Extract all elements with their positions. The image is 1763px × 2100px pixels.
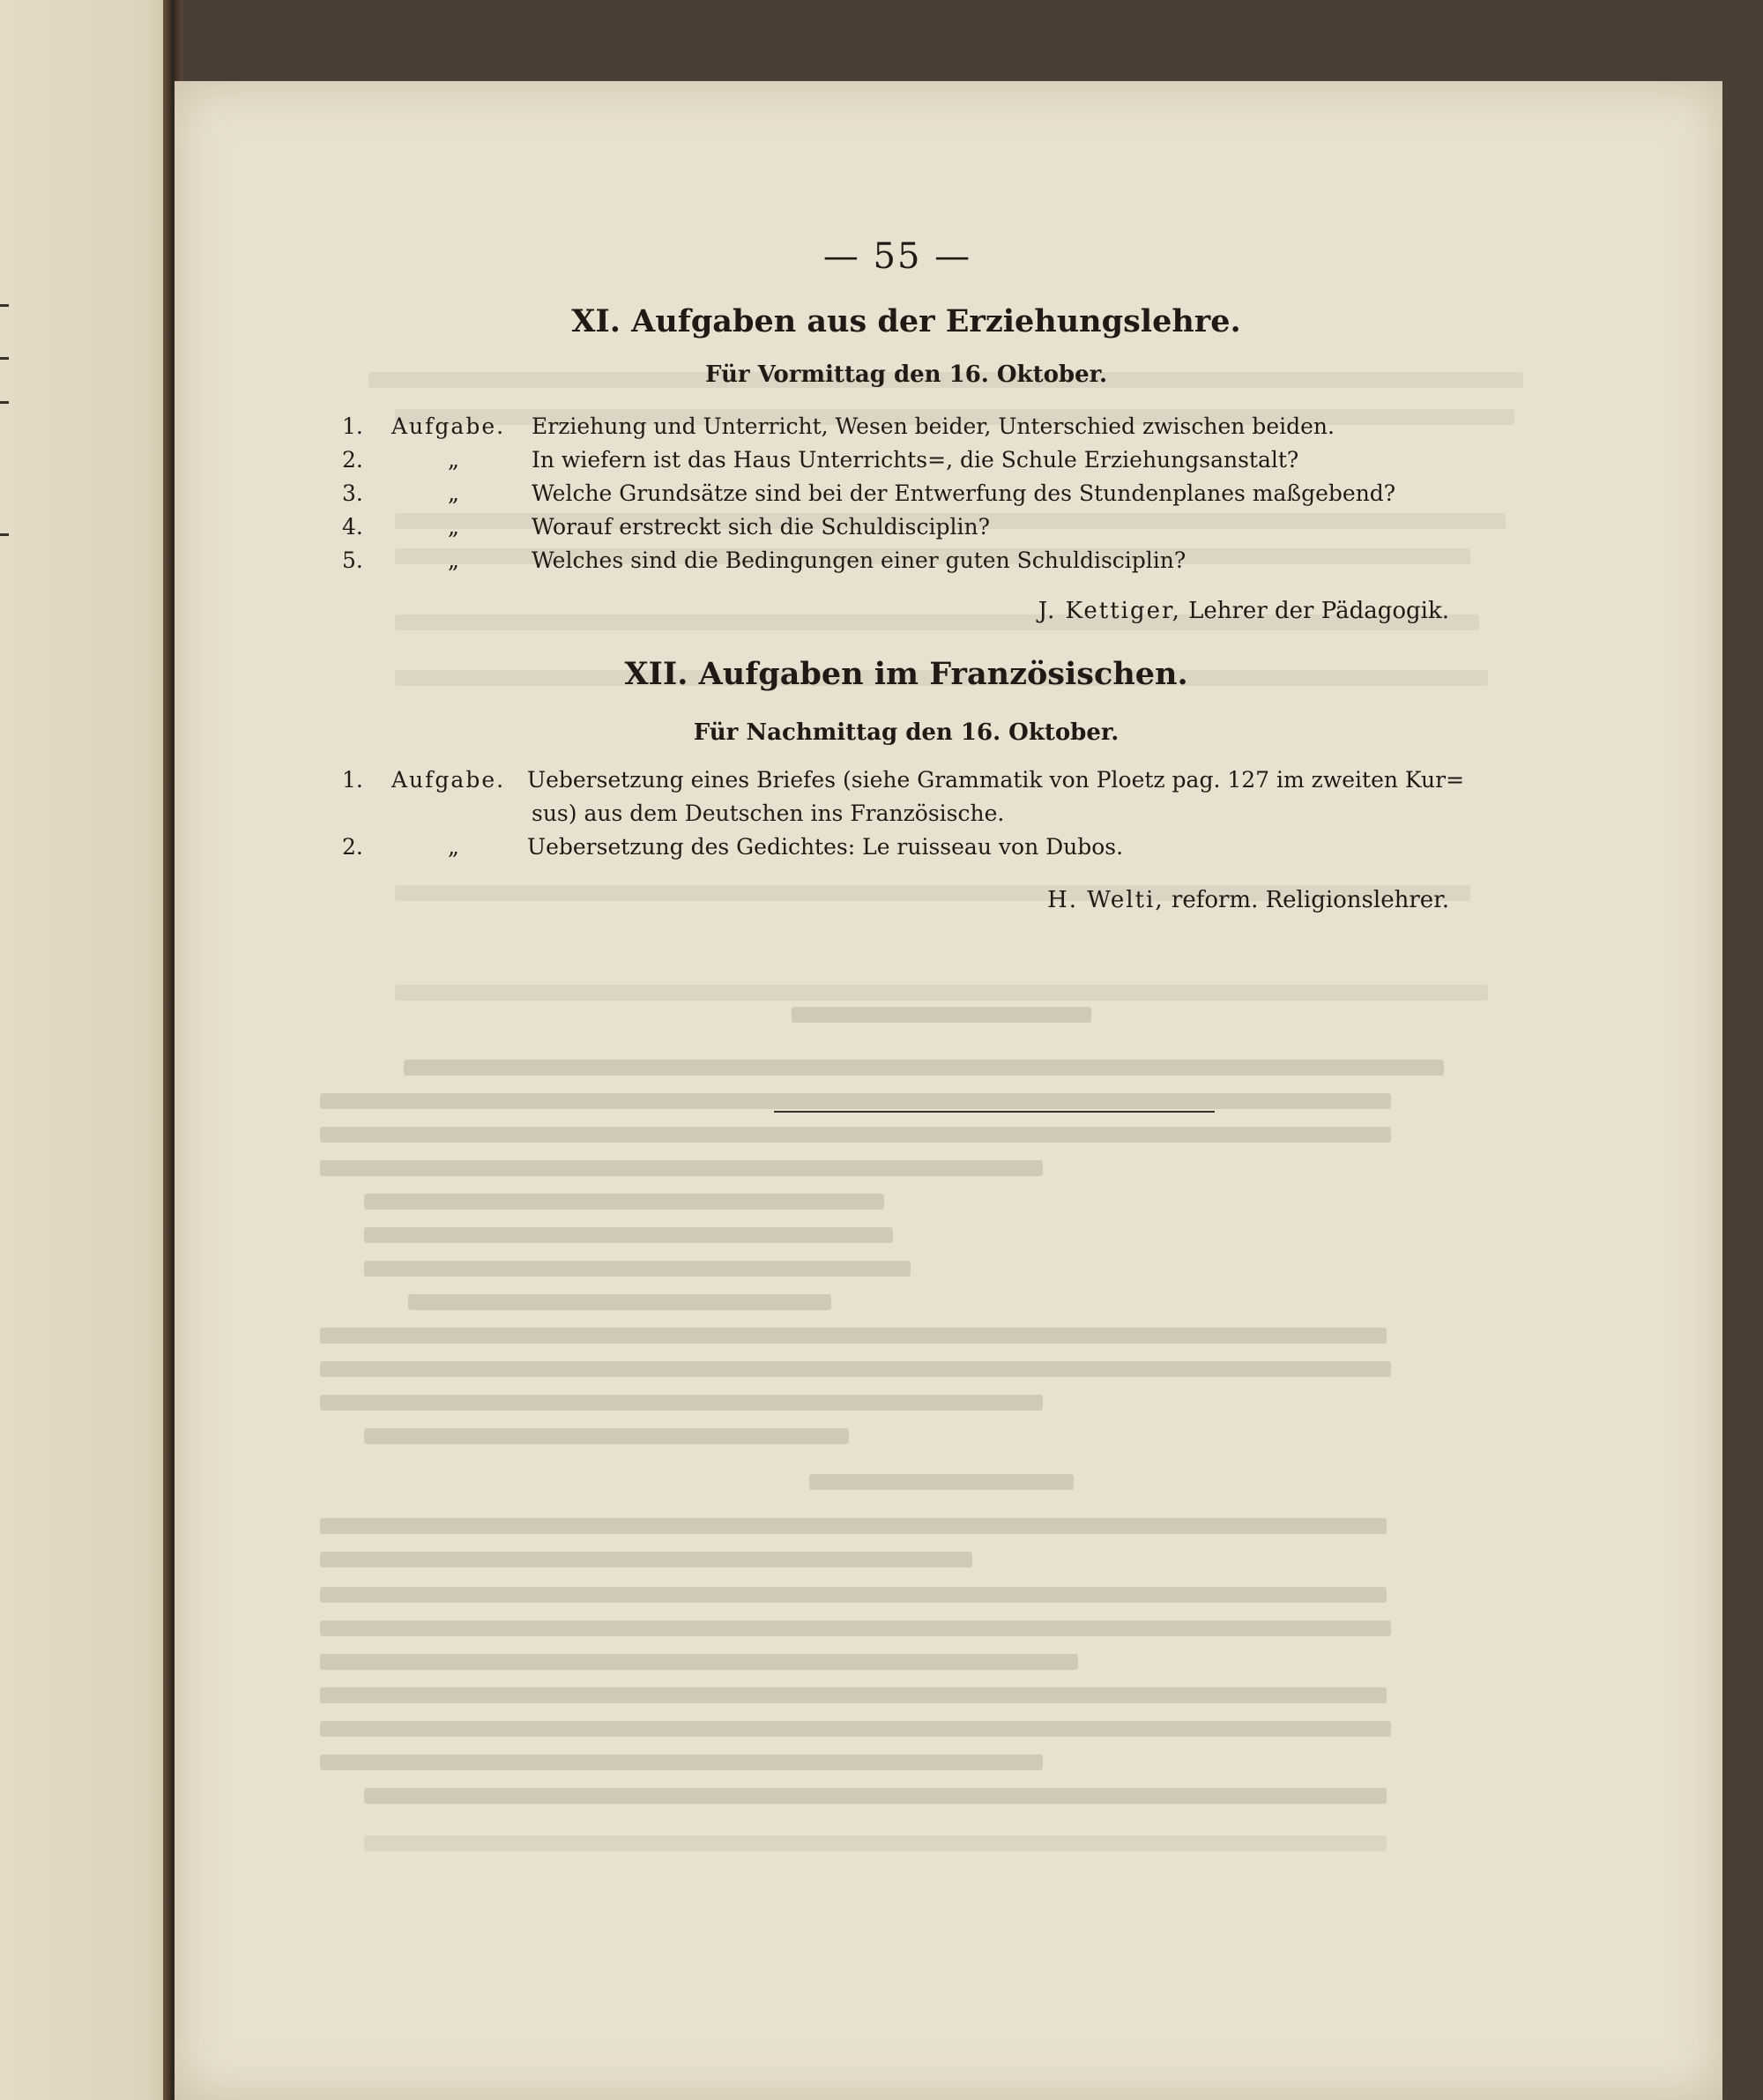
item-label: „ [448,447,461,473]
divider-rule [774,1111,1215,1113]
left-page-edge [0,0,181,2100]
item-number: 1. [342,767,363,793]
item-label: Aufgabe. [391,413,506,439]
list-item [175,480,1585,516]
item-label: „ [448,834,461,860]
item-number: 2. [342,834,363,860]
item-continuation: sus) aus dem Deutschen ins Französische. [532,801,1005,826]
signature-kettiger [1038,598,1449,624]
page-content [175,81,1722,2100]
list-item [175,447,1585,482]
item-label: „ [448,547,461,573]
section-xi-subheading: Für Vormittag den 16. Oktober. [704,361,1108,388]
section-xii-heading: XII. Aufgaben im Französischen. [624,656,1188,692]
section-xii-subheading: Für Nachmittag den 16. Oktober. [693,719,1120,746]
item-label: „ [448,480,461,506]
item-text: Worauf erstreckt sich die Schuldisciplin? [532,514,990,540]
item-label: Aufgabe. [391,767,506,793]
list-item [175,834,1585,869]
signature-name: H. Welti, [1047,887,1164,913]
item-text: Erziehung und Unterricht, Wesen beider, Unterschied zwischen beiden. [532,413,1335,439]
signature-role: Lehrer der Pädagogik. [1188,598,1449,624]
list-item [175,514,1585,549]
signature-role: reform. Religionslehrer. [1171,887,1449,913]
page-number: — 55 — [822,236,972,277]
list-item [175,413,1585,449]
item-text: Welche Grundsätze sind bei der Entwerfung des Stundenplanes maßgebend? [532,480,1396,506]
item-text: Uebersetzung des Gedichtes: Le ruisseau von Dubos. [527,834,1124,860]
item-text: Uebersetzung eines Briefes (siehe Grammatik von Ploetz pag. 127 im zweiten Kur= [527,767,1465,793]
signature-welti [1047,887,1449,913]
page [175,81,1722,2100]
item-text: Welches sind die Bedingungen einer guten Schuldisciplin? [532,547,1186,573]
item-number: 5. [342,547,363,573]
section-xi-heading: XI. Aufgaben aus der Erziehungslehre. [571,303,1241,339]
signature-name: J. Kettiger, [1038,598,1181,624]
list-item [175,547,1585,583]
item-number: 2. [342,447,363,473]
list-item [175,767,1585,802]
item-label: „ [448,514,461,540]
item-number: 4. [342,514,363,540]
item-number: 1. [342,413,363,439]
item-text: In wiefern ist das Haus Unterrichts=, die Schule Erziehungsanstalt? [532,447,1299,473]
item-number: 3. [342,480,363,506]
